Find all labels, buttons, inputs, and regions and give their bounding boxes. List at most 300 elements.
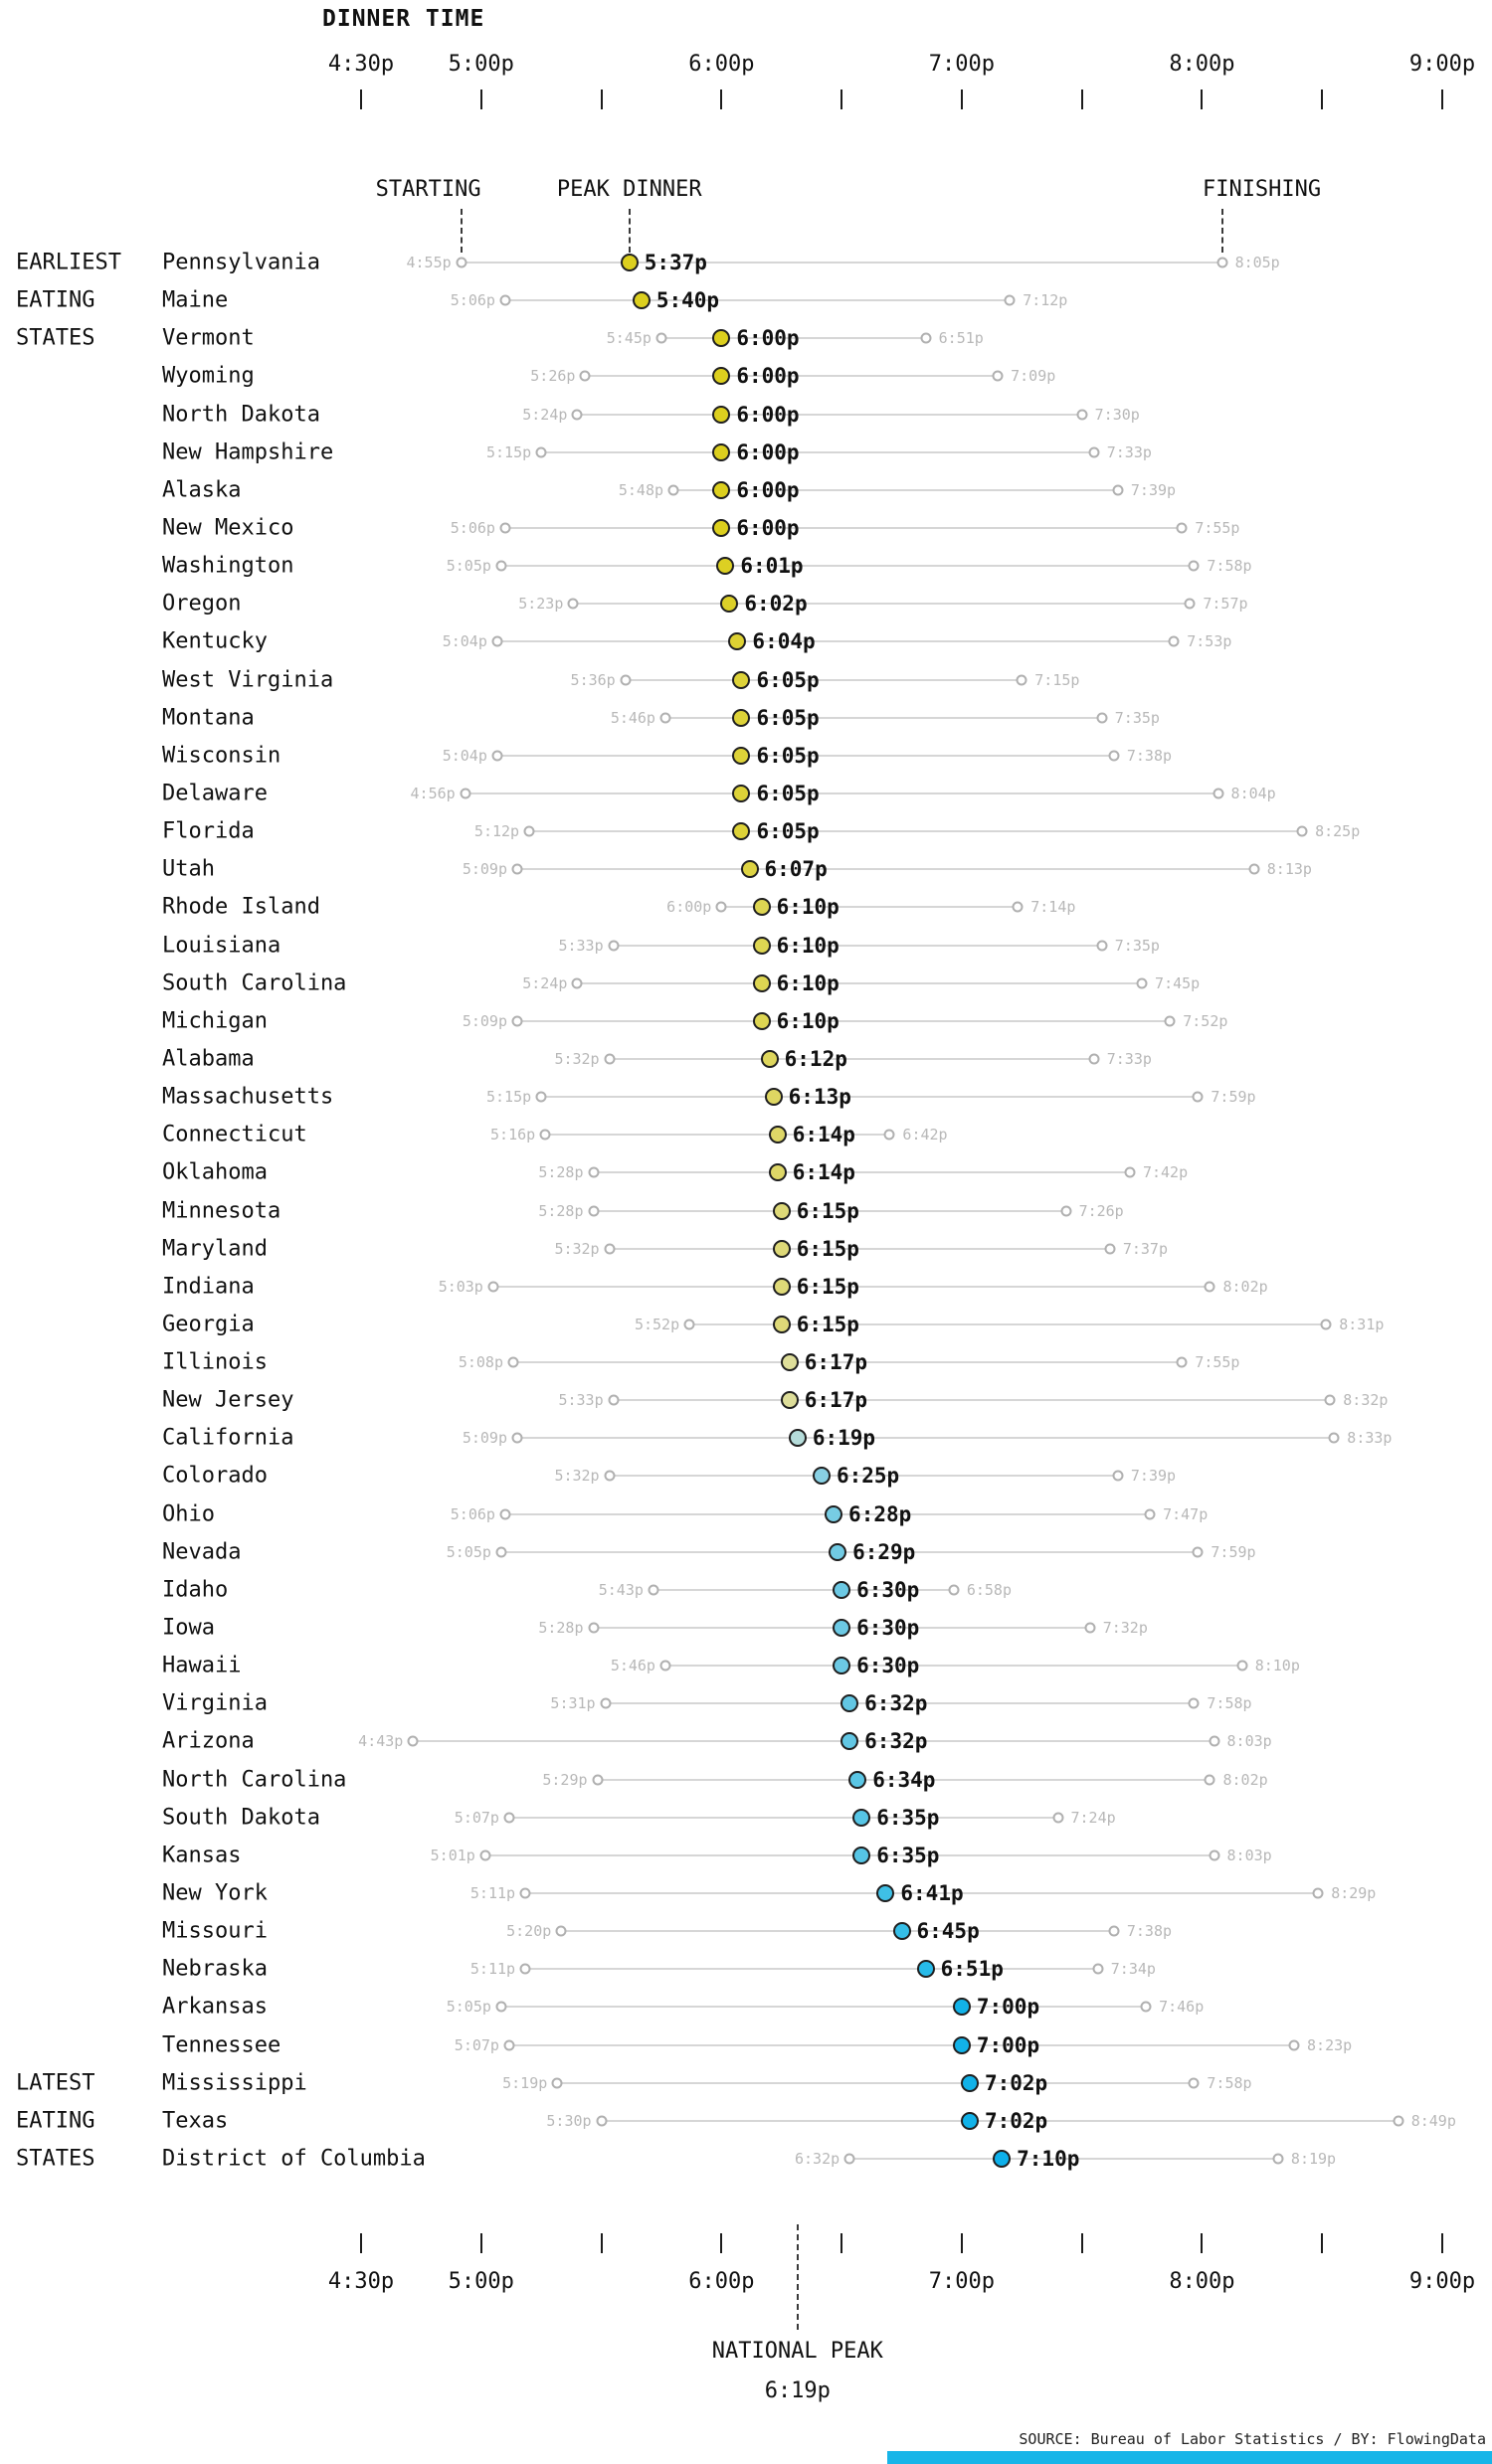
peak-time-label: 6:34p	[872, 1767, 936, 1792]
start-time-label: 4:56p	[410, 784, 456, 802]
state-name: South Dakota	[162, 1805, 320, 1831]
state-range-line	[557, 2082, 1194, 2084]
finish-time-label: 8:02p	[1222, 1277, 1268, 1296]
peak-dot	[953, 1998, 971, 2016]
state-name: Florida	[162, 818, 255, 844]
peak-dot	[993, 2150, 1011, 2168]
finish-time-label: 7:14p	[1030, 898, 1076, 917]
source-credit: SOURCE: Bureau of Labor Statistics / BY: FlowingData	[1019, 2430, 1486, 2448]
peak-time-label: 7:02p	[984, 2070, 1048, 2095]
finish-circle	[1096, 712, 1107, 723]
start-time-label: 5:03p	[438, 1277, 483, 1296]
state-range-line	[413, 1740, 1213, 1742]
finish-circle	[1272, 2154, 1283, 2165]
finish-time-label: 8:29p	[1331, 1884, 1377, 1903]
start-circle	[716, 902, 727, 913]
axis-tick-label: 5:00p	[448, 52, 514, 77]
state-name: Colorado	[162, 1463, 268, 1489]
peak-time-label: 5:40p	[655, 288, 720, 313]
finish-circle	[1104, 1243, 1115, 1254]
state-name: Nevada	[162, 1539, 242, 1565]
finish-time-label: 7:59p	[1211, 1542, 1256, 1561]
start-time-label: 5:04p	[442, 632, 487, 651]
start-circle	[512, 1433, 523, 1444]
finish-circle	[1297, 826, 1308, 837]
start-circle	[604, 1471, 615, 1482]
state-range-line	[594, 1171, 1130, 1173]
start-time-label: 5:23p	[518, 595, 564, 614]
axis-tick	[720, 89, 722, 109]
axis-tick-label: 8:00p	[1169, 2269, 1235, 2294]
peak-time-label: 6:10p	[776, 970, 839, 995]
state-range-line	[501, 1551, 1199, 1553]
finish-circle	[1145, 1508, 1156, 1519]
start-circle	[604, 1243, 615, 1254]
finish-circle	[1325, 1395, 1336, 1406]
start-circle	[580, 371, 591, 382]
group-label-earliest: EARLIEST	[16, 250, 121, 275]
start-circle	[520, 1964, 531, 1975]
peak-dot	[712, 367, 730, 385]
peak-time-label: 6:00p	[736, 326, 800, 351]
finish-time-label: 8:19p	[1290, 2150, 1337, 2168]
start-circle	[520, 1888, 531, 1899]
start-circle	[495, 561, 506, 572]
peak-dot	[852, 1847, 870, 1864]
start-time-label: 5:15p	[486, 442, 532, 461]
annotation-finishing: FINISHING	[1202, 177, 1322, 202]
state-name: California	[162, 1425, 294, 1451]
start-time-label: 5:28p	[538, 1163, 584, 1182]
peak-time-label: 6:29p	[852, 1539, 916, 1564]
start-time-label: 5:28p	[538, 1201, 584, 1220]
state-range-line	[577, 982, 1142, 984]
peak-dot	[732, 785, 750, 802]
peak-dot	[741, 860, 759, 878]
finish-circle	[1313, 1888, 1324, 1899]
finish-circle	[1212, 788, 1223, 798]
peak-time-label: 6:07p	[764, 857, 828, 882]
peak-time-label: 6:15p	[796, 1312, 859, 1336]
finish-circle	[1060, 1205, 1071, 1216]
finish-time-label: 7:33p	[1106, 1049, 1152, 1068]
finish-circle	[1236, 1661, 1247, 1672]
start-circle	[479, 1849, 490, 1860]
start-circle	[620, 674, 631, 685]
finish-time-label: 7:46p	[1159, 1998, 1205, 2017]
start-time-label: 5:32p	[554, 1467, 600, 1486]
start-circle	[507, 1357, 518, 1368]
state-name: Oklahoma	[162, 1159, 268, 1185]
state-name: Minnesota	[162, 1198, 281, 1223]
start-circle	[556, 1926, 567, 1937]
state-range-line	[509, 1817, 1058, 1819]
state-name: Kansas	[162, 1843, 242, 1868]
chart-title: DINNER TIME	[322, 6, 485, 32]
start-time-label: 5:06p	[450, 1504, 495, 1523]
finish-time-label: 8:10p	[1254, 1657, 1300, 1675]
finish-time-label: 7:58p	[1207, 2073, 1252, 2092]
state-name: District of Columbia	[162, 2146, 426, 2172]
state-name: Washington	[162, 553, 294, 579]
state-range-line	[614, 945, 1102, 947]
start-time-label: 5:20p	[506, 1922, 552, 1941]
peak-time-label: 7:02p	[984, 2108, 1048, 2133]
axis-tick	[1081, 2233, 1083, 2253]
peak-time-label: 6:45p	[916, 1919, 980, 1944]
finish-time-label: 7:35p	[1114, 708, 1160, 727]
finish-time-label: 7:58p	[1207, 1694, 1252, 1713]
state-range-line	[610, 1248, 1110, 1250]
finish-time-label: 7:09p	[1011, 367, 1056, 386]
peak-time-label: 6:25p	[836, 1464, 900, 1489]
state-name: New York	[162, 1880, 268, 1906]
start-time-label: 5:06p	[450, 291, 495, 310]
peak-dot	[813, 1467, 831, 1485]
group-label-earliest: STATES	[16, 325, 95, 351]
state-name: Indiana	[162, 1274, 255, 1300]
finish-circle	[1017, 674, 1027, 685]
peak-time-label: 6:14p	[792, 1123, 855, 1147]
start-time-label: 5:11p	[469, 1884, 516, 1903]
start-circle	[659, 712, 670, 723]
start-time-label: 5:04p	[442, 746, 487, 765]
state-name: South Carolina	[162, 970, 347, 996]
start-time-label: 5:16p	[490, 1126, 536, 1144]
peak-dot	[848, 1771, 866, 1789]
state-range-line	[517, 1437, 1334, 1439]
start-circle	[499, 522, 510, 533]
axis-tick	[720, 2233, 722, 2253]
state-name: Illinois	[162, 1349, 268, 1375]
start-time-label: 5:01p	[430, 1846, 475, 1864]
state-name: Pennsylvania	[162, 250, 320, 275]
start-time-label: 5:46p	[610, 708, 655, 727]
peak-dot	[773, 1316, 791, 1333]
start-circle	[487, 1281, 498, 1292]
finish-time-label: 7:38p	[1126, 1922, 1173, 1941]
state-range-line	[497, 640, 1174, 642]
peak-dot	[712, 406, 730, 424]
finish-circle	[1013, 902, 1024, 913]
state-name: Oregon	[162, 591, 242, 616]
start-circle	[460, 788, 470, 798]
state-name: Vermont	[162, 325, 255, 351]
state-name: Missouri	[162, 1918, 268, 1944]
state-range-line	[485, 1854, 1214, 1856]
axis-tick-label: 9:00p	[1408, 52, 1476, 77]
state-range-line	[517, 1020, 1170, 1022]
state-range-line	[541, 1096, 1198, 1098]
peak-time-label: 6:02p	[744, 592, 808, 616]
start-time-label: 5:15p	[486, 1088, 532, 1107]
peak-dot	[773, 1240, 791, 1258]
peak-dot	[732, 671, 750, 689]
peak-time-label: 6:05p	[756, 743, 820, 768]
start-circle	[536, 1092, 547, 1103]
axis-tick	[360, 89, 362, 109]
start-circle	[588, 1167, 599, 1178]
peak-dot	[961, 2112, 979, 2130]
peak-time-label: 6:05p	[756, 705, 820, 730]
state-range-line	[577, 414, 1081, 416]
state-range-line	[529, 830, 1302, 832]
axis-tick	[961, 89, 963, 109]
start-circle	[648, 1584, 658, 1595]
state-name: Tennessee	[162, 2032, 281, 2058]
finish-circle	[1393, 2115, 1403, 2126]
peak-dot	[728, 632, 746, 650]
group-label-latest: STATES	[16, 2146, 95, 2172]
peak-time-label: 6:00p	[736, 515, 800, 540]
start-circle	[536, 446, 547, 457]
start-circle	[600, 1698, 611, 1709]
finish-time-label: 8:31p	[1339, 1315, 1385, 1333]
start-circle	[596, 2115, 607, 2126]
peak-dot	[917, 1960, 935, 1978]
axis-tick-label: 5:00p	[448, 2269, 514, 2294]
group-label-latest: EATING	[16, 2108, 95, 2134]
state-name: Arkansas	[162, 1994, 268, 2020]
peak-time-label: 6:19p	[812, 1426, 876, 1451]
peak-dot	[825, 1505, 842, 1523]
peak-dot	[773, 1202, 791, 1220]
peak-time-label: 6:28p	[848, 1501, 912, 1526]
peak-time-label: 6:15p	[796, 1198, 859, 1223]
finish-circle	[1137, 977, 1148, 988]
state-name: Georgia	[162, 1312, 255, 1337]
finish-time-label: 7:45p	[1155, 973, 1201, 992]
peak-dot	[732, 747, 750, 765]
start-circle	[608, 940, 619, 951]
peak-time-label: 6:04p	[752, 629, 816, 654]
peak-dot	[732, 709, 750, 727]
finish-circle	[1112, 484, 1123, 495]
start-time-label: 5:48p	[618, 480, 664, 499]
axis-tick	[480, 2233, 482, 2253]
finish-time-label: 8:33p	[1347, 1429, 1393, 1448]
finish-time-label: 7:59p	[1211, 1088, 1256, 1107]
state-name: Mississippi	[162, 2070, 307, 2096]
finish-time-label: 8:05p	[1234, 254, 1280, 271]
finish-circle	[1189, 561, 1200, 572]
start-time-label: 5:29p	[542, 1770, 588, 1789]
finish-time-label: 7:53p	[1187, 632, 1232, 651]
finish-circle	[1248, 864, 1259, 875]
start-circle	[588, 1623, 599, 1634]
peak-dot	[789, 1429, 807, 1447]
axis-tick-label: 6:00p	[688, 52, 755, 77]
peak-dot	[753, 898, 771, 916]
state-range-line	[614, 1399, 1331, 1401]
state-name: Michigan	[162, 1008, 268, 1034]
finish-circle	[1088, 446, 1099, 457]
state-range-line	[505, 527, 1182, 529]
finish-time-label: 7:15p	[1034, 670, 1080, 689]
start-circle	[572, 977, 583, 988]
start-time-label: 5:11p	[469, 1960, 516, 1979]
state-name: Arizona	[162, 1728, 255, 1754]
start-circle	[499, 1508, 510, 1519]
group-label-latest: LATEST	[16, 2070, 95, 2096]
finish-circle	[1177, 522, 1188, 533]
peak-dot	[833, 1619, 850, 1637]
finish-time-label: 6:42p	[902, 1126, 948, 1144]
finish-time-label: 7:35p	[1114, 936, 1160, 955]
start-circle	[408, 1736, 419, 1747]
finish-time-label: 8:04p	[1230, 784, 1276, 802]
finish-time-label: 7:55p	[1195, 1353, 1240, 1372]
national-peak-line	[797, 2224, 799, 2330]
finish-circle	[1321, 1319, 1332, 1329]
finish-circle	[1165, 1015, 1176, 1026]
finish-time-label: 7:26p	[1078, 1201, 1124, 1220]
state-name: Montana	[162, 705, 255, 731]
start-time-label: 5:46p	[610, 1657, 655, 1675]
state-range-line	[505, 299, 1010, 301]
start-time-label: 5:24p	[522, 405, 568, 424]
finish-time-label: 7:55p	[1195, 518, 1240, 537]
peak-dot	[781, 1353, 799, 1371]
start-circle	[608, 1395, 619, 1406]
finish-time-label: 8:13p	[1266, 860, 1312, 879]
finish-circle	[1193, 1092, 1204, 1103]
finish-circle	[1108, 1926, 1119, 1937]
axis-tick	[961, 2233, 963, 2253]
finish-time-label: 7:30p	[1094, 405, 1140, 424]
finish-circle	[1112, 1471, 1123, 1482]
peak-time-label: 6:51p	[940, 1957, 1004, 1982]
start-time-label: 5:28p	[538, 1619, 584, 1638]
state-name: Alaska	[162, 477, 242, 503]
start-time-label: 5:05p	[446, 1542, 491, 1561]
finish-circle	[1209, 1736, 1219, 1747]
state-name: New Mexico	[162, 515, 294, 541]
finish-circle	[1092, 1964, 1103, 1975]
peak-dot	[712, 481, 730, 499]
state-range-line	[517, 868, 1254, 870]
axis-tick-label: 7:00p	[928, 52, 995, 77]
finish-time-label: 7:32p	[1102, 1619, 1148, 1638]
start-circle	[540, 1130, 551, 1141]
peak-dot	[633, 291, 651, 309]
state-name: West Virginia	[162, 667, 334, 693]
finish-circle	[1088, 1053, 1099, 1064]
axis-tick	[480, 89, 482, 109]
peak-time-label: 6:12p	[784, 1046, 847, 1071]
peak-dot	[852, 1809, 870, 1827]
state-range-line	[501, 565, 1194, 567]
state-range-line	[610, 1058, 1094, 1060]
start-circle	[604, 1053, 615, 1064]
finish-time-label: 7:37p	[1122, 1239, 1168, 1258]
finish-time-label: 8:02p	[1222, 1770, 1268, 1789]
peak-time-label: 6:30p	[856, 1654, 920, 1678]
peak-time-label: 6:13p	[788, 1085, 851, 1110]
start-circle	[592, 1774, 603, 1785]
finishing-pointer-line	[1221, 209, 1223, 253]
peak-dot	[829, 1543, 846, 1561]
annotation-starting: STARTING	[375, 177, 481, 202]
state-name: Hawaii	[162, 1653, 242, 1678]
state-name: Louisiana	[162, 933, 281, 959]
peak-time-label: 6:00p	[736, 477, 800, 502]
finish-time-label: 7:12p	[1023, 291, 1068, 310]
start-time-label: 4:55p	[406, 254, 452, 271]
start-time-label: 5:52p	[634, 1315, 680, 1333]
peak-dot	[781, 1391, 799, 1409]
finish-circle	[1193, 1546, 1204, 1557]
start-time-label: 5:32p	[554, 1239, 600, 1258]
finish-time-label: 7:38p	[1126, 746, 1173, 765]
axis-tick-label: 8:00p	[1169, 52, 1235, 77]
axis-tick-label: 6:00p	[688, 2269, 755, 2294]
state-name: Texas	[162, 2108, 229, 2134]
finish-circle	[1189, 1698, 1200, 1709]
peak-dot	[720, 595, 738, 613]
axis-tick	[1321, 89, 1323, 109]
state-name: Wisconsin	[162, 743, 281, 769]
finish-circle	[1108, 750, 1119, 761]
state-range-line	[509, 2044, 1294, 2046]
start-circle	[491, 636, 502, 647]
finish-circle	[1124, 1167, 1135, 1178]
peak-dot	[876, 1884, 894, 1902]
axis-tick	[360, 2233, 362, 2253]
start-circle	[844, 2154, 855, 2165]
peak-time-label: 6:35p	[876, 1843, 940, 1867]
start-circle	[495, 1546, 506, 1557]
peak-time-label: 6:05p	[756, 667, 820, 692]
axis-tick-label: 7:00p	[928, 2269, 995, 2294]
peak-dot	[732, 822, 750, 840]
state-name: Rhode Island	[162, 894, 320, 920]
state-name: Massachusetts	[162, 1084, 334, 1110]
start-circle	[588, 1205, 599, 1216]
state-name: Virginia	[162, 1690, 268, 1716]
peak-time-label: 6:15p	[796, 1274, 859, 1299]
peak-time-label: 6:17p	[804, 1388, 867, 1413]
finish-time-label: 7:52p	[1183, 1011, 1228, 1030]
national-peak-label: NATIONAL PEAK	[711, 2339, 883, 2364]
axis-tick-label: 4:30p	[327, 52, 395, 77]
start-time-label: 5:32p	[554, 1049, 600, 1068]
national-peak-time: 6:19p	[764, 2378, 831, 2403]
axis-tick	[601, 89, 603, 109]
state-range-line	[466, 792, 1218, 794]
state-name: New Jersey	[162, 1387, 294, 1413]
start-circle	[659, 1661, 670, 1672]
annotation-peak-dinner: PEAK DINNER	[556, 177, 702, 202]
finish-time-label: 7:39p	[1130, 1467, 1177, 1486]
start-time-label: 5:24p	[522, 973, 568, 992]
state-range-line	[665, 717, 1102, 719]
peak-time-label: 6:10p	[776, 895, 839, 920]
finish-time-label: 6:58p	[966, 1580, 1012, 1599]
finish-circle	[1329, 1433, 1340, 1444]
peak-time-label: 6:32p	[864, 1729, 928, 1754]
peak-time-label: 6:41p	[900, 1881, 964, 1906]
finish-circle	[948, 1584, 959, 1595]
finish-circle	[1177, 1357, 1188, 1368]
peak-dot	[621, 254, 639, 271]
axis-tick	[1441, 2233, 1443, 2253]
finish-time-label: 8:23p	[1307, 2035, 1353, 2054]
peak-time-label: 6:00p	[736, 440, 800, 464]
peak-dot	[753, 1012, 771, 1030]
peak-dot	[840, 1732, 858, 1750]
finish-time-label: 7:39p	[1130, 480, 1177, 499]
